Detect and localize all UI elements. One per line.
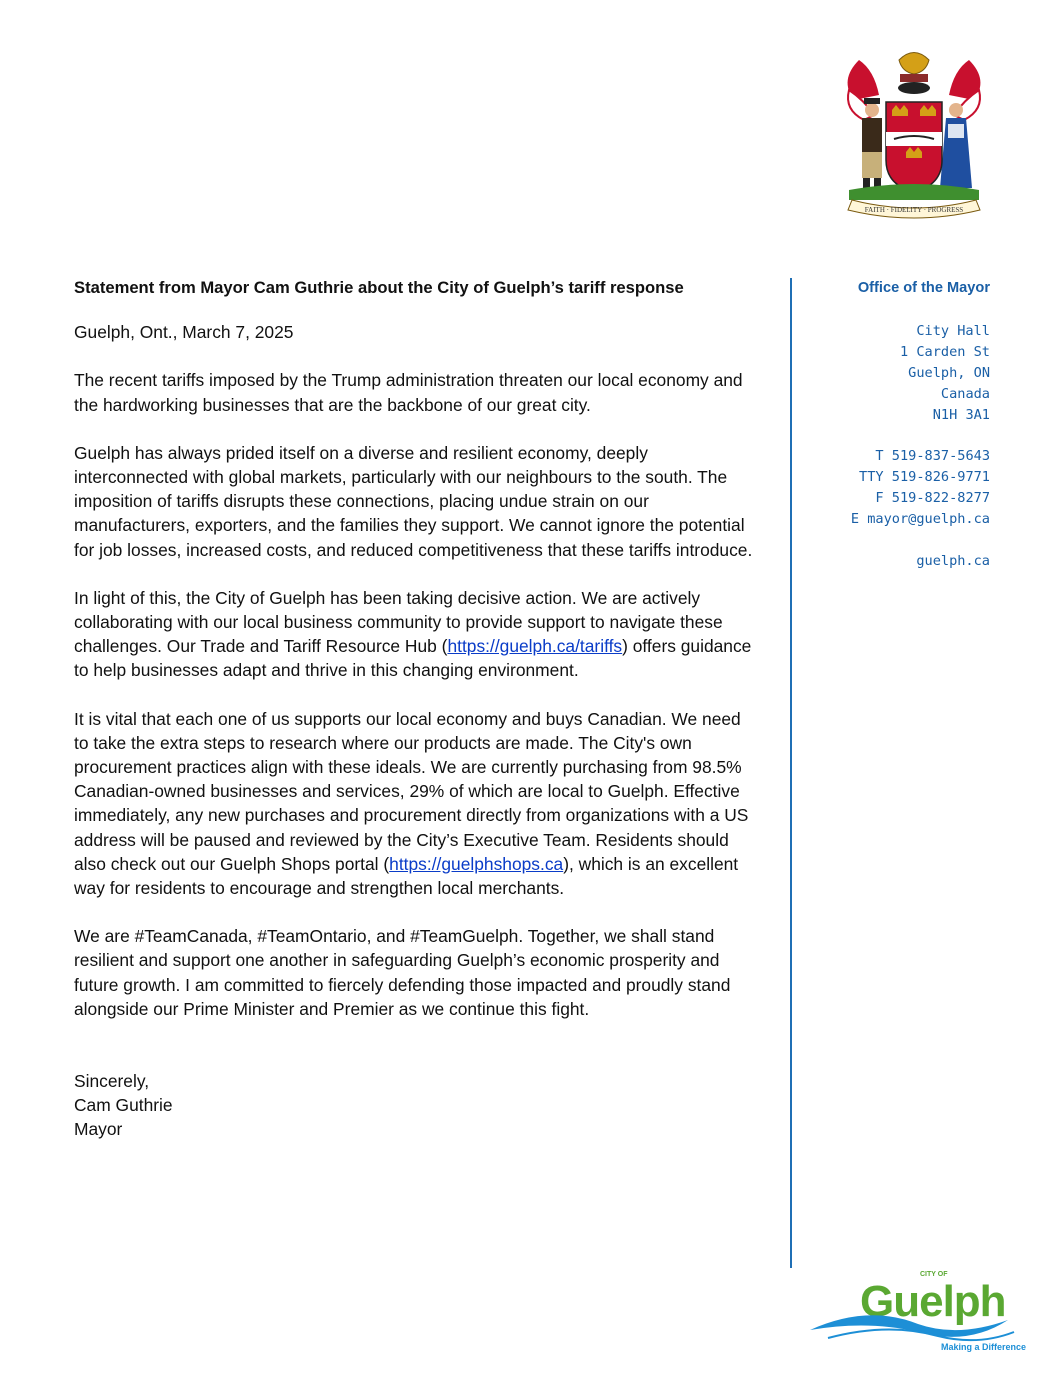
website-link[interactable]: guelph.ca	[916, 552, 990, 569]
closing: Sincerely,	[74, 1071, 150, 1092]
paragraph-3-text-after: ) offers guidance to help businesses adapt and thrive in this changing environment.	[74, 636, 752, 681]
paragraph-3-text-before: In light of this, the City of Guelph has been taking decisive action. We are actively collaborating with our local business community to provide support to navigate these challenges. Our Trade and Tariff Resource Hub (	[74, 587, 723, 657]
paragraph-4-text-before: It is vital that each one of us supports our local economy and buys Canadian. We need to take the extra steps to research where our products are made. The City's own procurement practices align with these ideals. We are currently purchasing from 98.5% Canadian-owned businesses and services, 29% of which are local to Guelph. Effective immediately, any new purchases and procurement directly from organizations with a US address will be paused and reviewed by the City’s Executive Team. Residents should also check out our Guelph Shops portal (	[74, 708, 749, 874]
logo-tagline: Making a Difference	[940, 1342, 1026, 1352]
email-line[interactable]: E mayor@guelph.ca	[850, 511, 990, 528]
guelphshops-link[interactable]: https://guelphshops.ca	[389, 853, 564, 874]
paragraph-4	[74, 707, 754, 901]
logo-city-of: CITY OF	[920, 1271, 948, 1278]
fax-line: F 519-822-8277	[875, 490, 990, 507]
paragraph-1: The recent tariffs imposed by the Trump administration threaten our local economy and the hardworking businesses that are the backbone of our great city.	[74, 370, 743, 415]
signature-block	[74, 1069, 754, 1142]
paragraph-2: Guelph has always prided itself on a diverse and resilient economy, deeply interconnected with global markets, particularly with our neighbours to the south. The imposition of tariffs disrupts these connections, placing undue strain on our manufacturers, exporters, and the families they support. We cannot ignore the potential for job losses, increased costs, and reduced competitiveness that these tariffs introduce.	[74, 442, 753, 560]
tty-line: TTY 519-826-9771	[859, 469, 990, 486]
paragraph-4-text-after: ), which is an excellent way for residents to encourage and strengthen local merchants.	[74, 853, 739, 899]
city-of-guelph-logo	[808, 1266, 1028, 1356]
address-line: Guelph, ON	[908, 364, 990, 381]
paragraph-5: We are #TeamCanada, #TeamOntario, and #TeamGuelph. Together, we shall stand resilient and support one another in safeguarding Guelph’s economic prosperity and future growth. I am committed to fiercely defending those impacted and proudly stand alongside our Prime Minister and Premier as we continue this fight.	[74, 926, 731, 1019]
contact-sidebar	[800, 278, 990, 572]
tariffs-link[interactable]: https://guelph.ca/tariffs	[447, 636, 623, 657]
address-line: 1 Carden St	[899, 343, 990, 360]
address-line: City Hall	[916, 322, 990, 339]
phone-line: T 519-837-5643	[875, 448, 990, 465]
guelph-logo-icon	[808, 1266, 1028, 1356]
address-line: N1H 3A1	[932, 406, 990, 423]
city-crest	[834, 40, 994, 220]
letter-body	[74, 276, 754, 1142]
motto-text: FAITH · FIDELITY · PROGRESS	[864, 206, 964, 214]
coat-of-arms-icon	[834, 40, 994, 220]
office-heading: Office of the Mayor	[857, 280, 990, 296]
dateline: Guelph, Ont., March 7, 2025	[74, 322, 294, 343]
paragraph-3	[74, 586, 754, 683]
signer-name: Cam Guthrie	[74, 1095, 173, 1116]
signer-title: Mayor	[74, 1119, 123, 1140]
vertical-divider	[790, 278, 792, 1268]
logo-name: Guelph	[860, 1277, 1006, 1326]
address-line: Canada	[940, 385, 990, 402]
statement-title: Statement from Mayor Cam Guthrie about the City of Guelph’s tariff response	[74, 278, 684, 297]
